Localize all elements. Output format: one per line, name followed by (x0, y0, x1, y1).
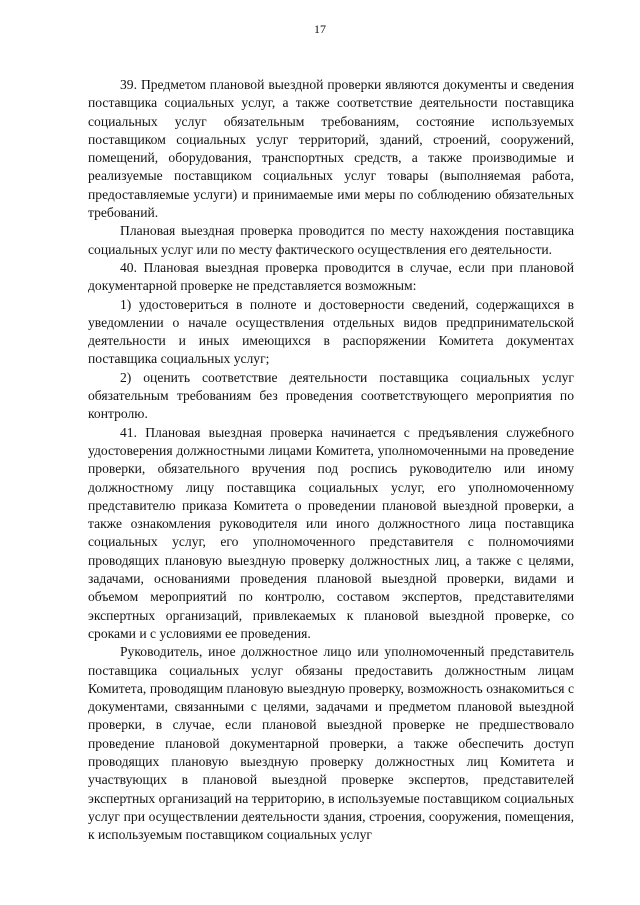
paragraph-41-obligations: Руководитель, иное должностное лицо или уполномоченный представитель поставщика социальных услуг обязаны предоставить должностным лицам Комитета, проводящим плановую выездную проверку, возможность ознакомиться с документами, связанными с целями, задачами и предметом плановой выездной проверки, в случае, если плановой выездной проверке не предшествовало проведение плановой документарной проверки, а также обеспечить доступ проводящих плановую выездную проверку должностных лиц Комитета и участвующих в плановой выездной проверке экспертов, представителей экспертных организаций на территорию, в используемые поставщиком социальных услуг при осуществлении деятельности здания, строения, сооружения, помещения, к используемым поставщиком социальных услуг (88, 644, 574, 843)
document-body (88, 76, 574, 844)
paragraph-41: 41. Плановая выездная проверка начинается с предъявления служебного удостоверения должностными лицами Комитета, уполномоченными на проведение проверки, обязательного вручения под роспись руководителю или иному должностному лицу поставщика социальных услуг, его уполномоченному представителю приказа Комитета о проведении плановой выездной проверки, а также ознакомления руководителя или иного должностного лица поставщика социальных услуг, его уполномоченного представителя с полномочиями проводящих плановую выездную проверку должностных лиц, а также с целями, задачами, основаниями проведения плановой выездной проверки, видами и объемом мероприятий по контролю, составом экспертов, представителями экспертных организаций, привлекаемых к плановой выездной проверке, со сроками и с условиями ее проведения. (88, 424, 574, 641)
page-number: 17 (314, 22, 326, 36)
paragraph-40: 40. Плановая выездная проверка проводится в случае, если при плановой документарной проверке не представляется возможным: (88, 259, 574, 294)
paragraph-40-item-1: 1) удостовериться в полноте и достоверности сведений, содержащихся в уведомлении о начале осуществления отдельных видов предпринимательской деятельности и иных имеющихся в распоряжении Комитета документах поставщика социальных услуг; (88, 296, 574, 367)
paragraph-40-item-2: 2) оценить соответствие деятельности поставщика социальных услуг обязательным требованиям без проведения соответствующего мероприятия по контролю. (88, 369, 574, 422)
paragraph-39: 39. Предметом плановой выездной проверки являются документы и сведения поставщика социальных услуг, а также соответствие деятельности поставщика социальных услуг обязательным требованиям, состояние используемых поставщиком социальных услуг территорий, зданий, строений, сооружений, помещений, оборудования, транспортных средств, а также производимые и реализуемые поставщиком социальных услуг товары (выполняемая работа, предоставляемые услуги) и принимаемые ими меры по соблюдению обязательных требований. (88, 77, 574, 221)
paragraph-39-location: Плановая выездная проверка проводится по месту нахождения поставщика социальных услуг или по месту фактического осуществления его деятельности. (88, 223, 574, 257)
